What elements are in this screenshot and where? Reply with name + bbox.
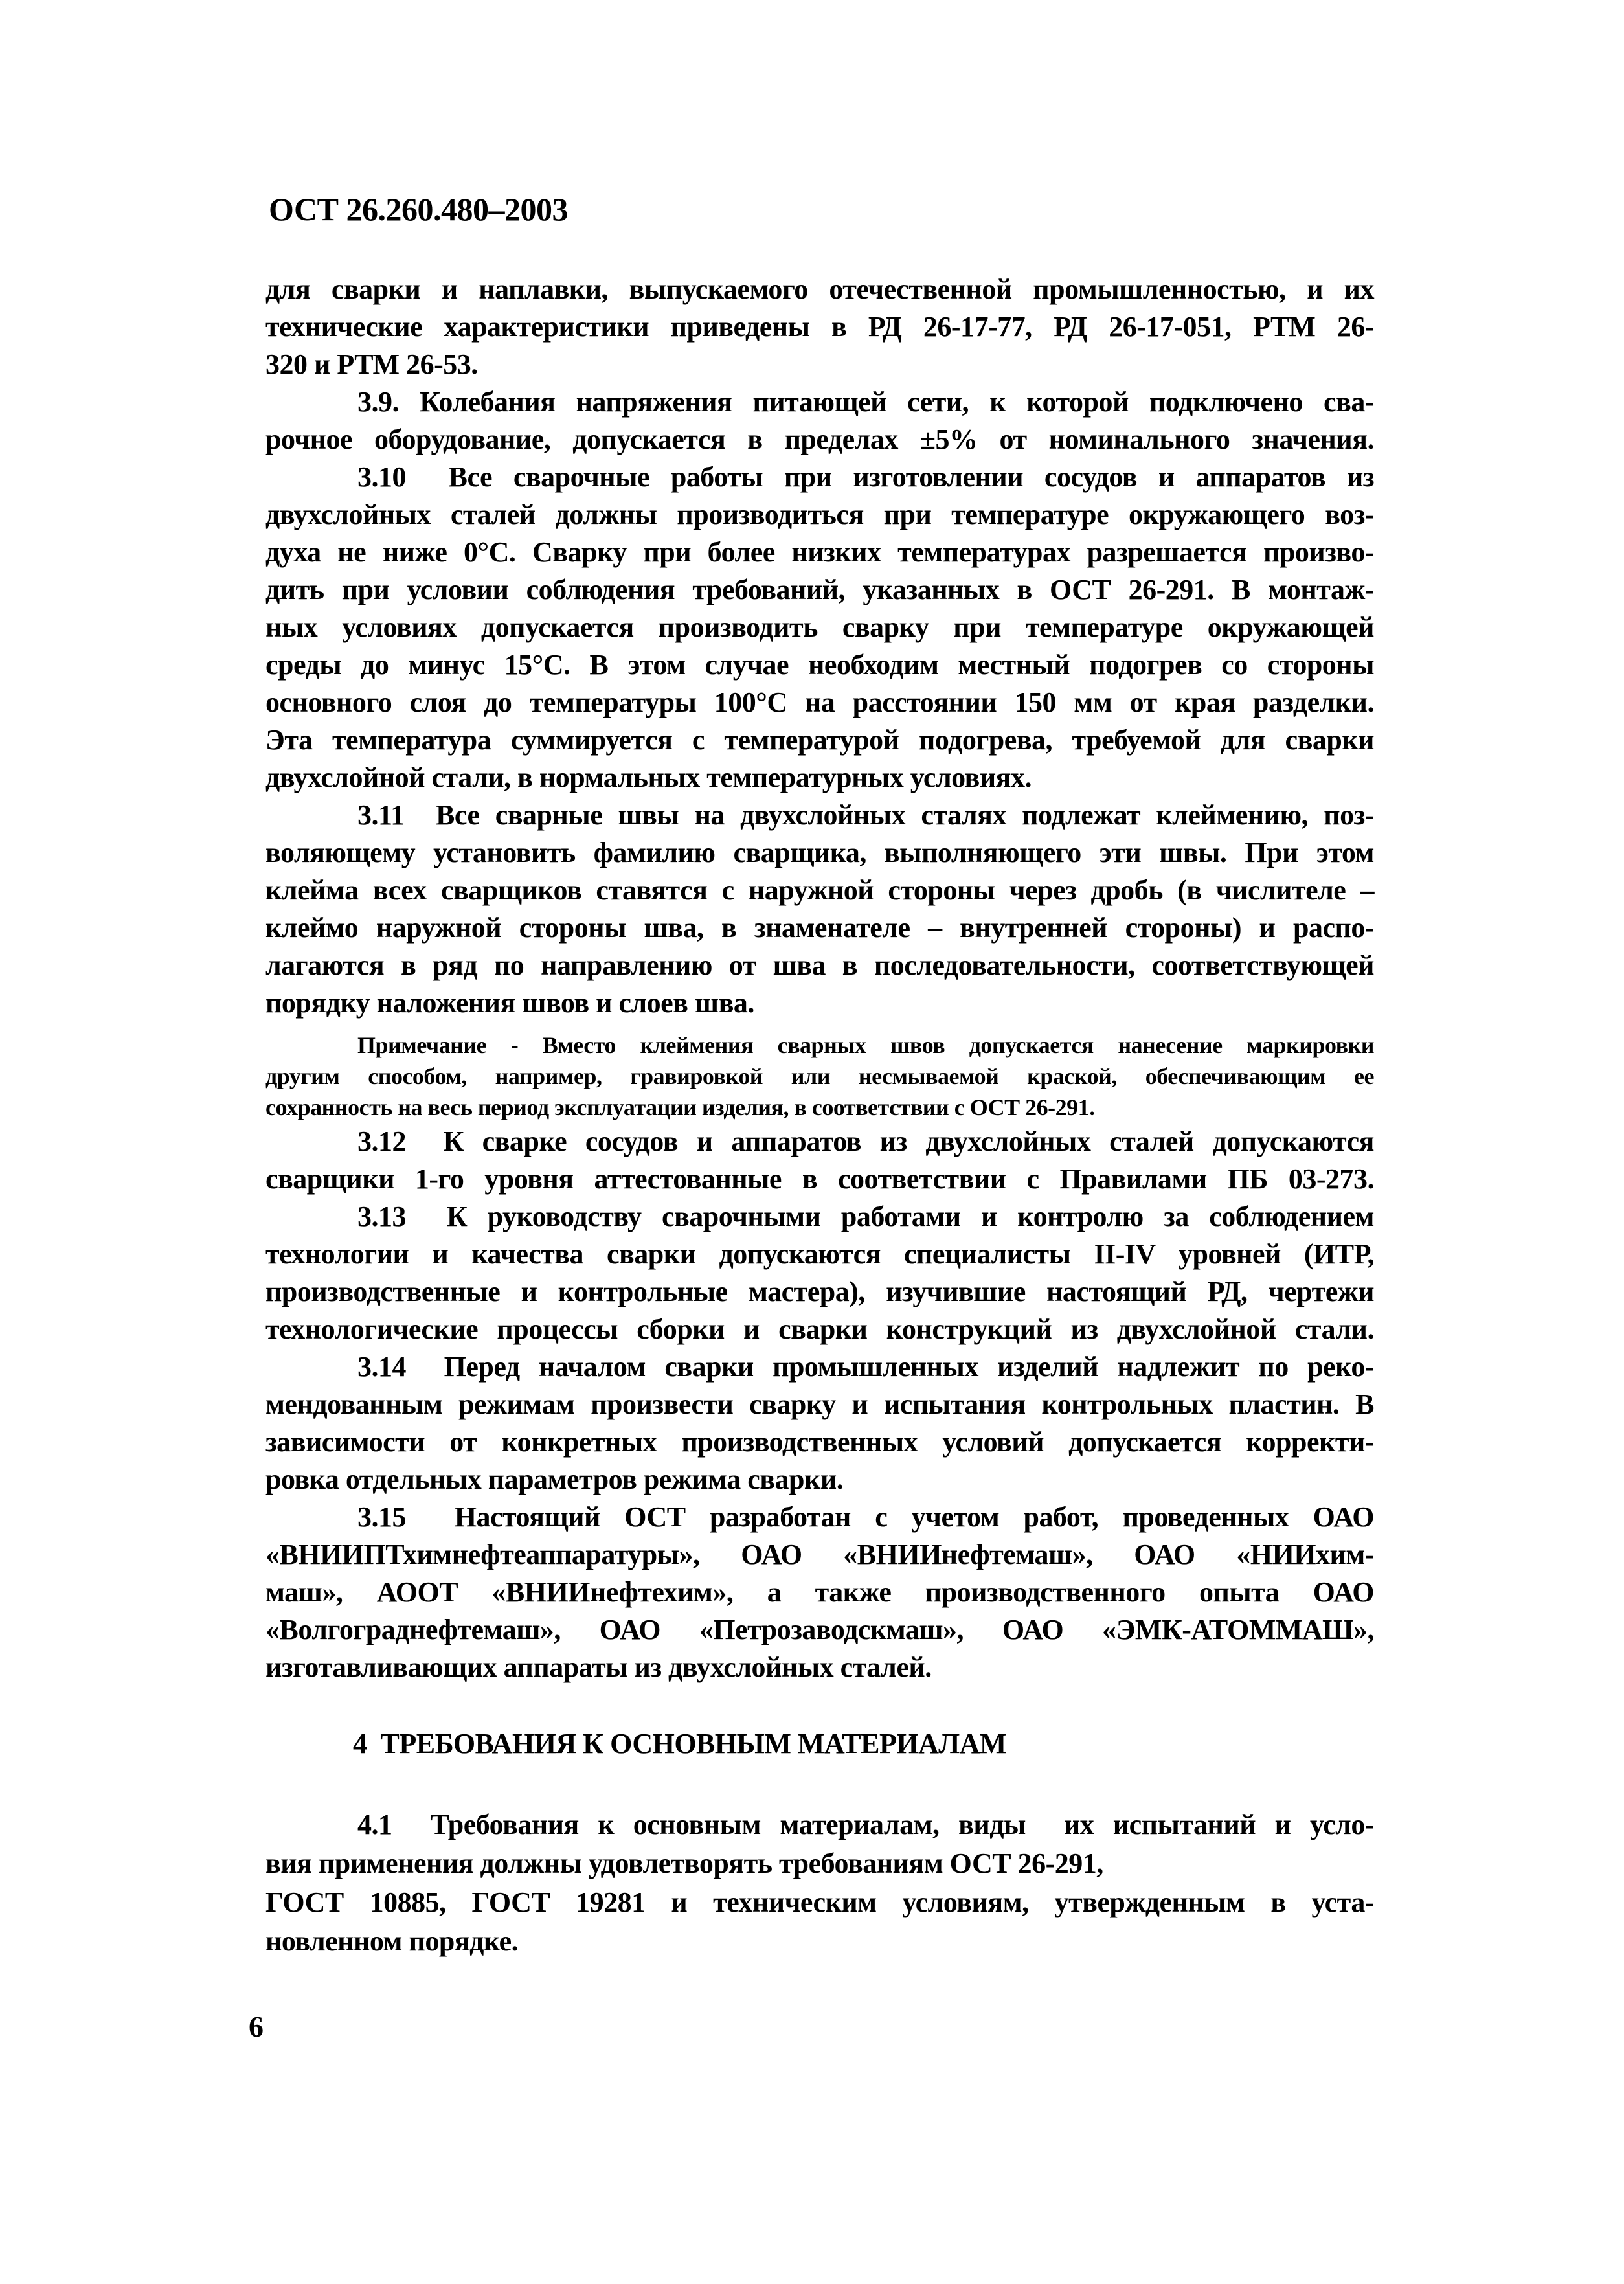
note-block	[265, 1030, 1374, 1123]
text-line: маш», АООТ «ВНИИнефтехим», а также производственного опыта ОАО	[265, 1576, 1374, 1608]
standard-ref-header: ОСТ 26.260.480–2003	[269, 191, 568, 227]
text-line: 3.9. Колебания напряжения питающей сети, к которой подключено сва-	[357, 386, 1374, 418]
text-line: среды до минус 15°С. В этом случае необходим местный подогрев со стороны	[265, 649, 1374, 681]
text-line: ровка отдельных параметров режима сварки.	[265, 1464, 844, 1495]
clause-3-11	[265, 797, 1374, 1022]
text-line: порядку наложения швов и слоев шва.	[265, 987, 754, 1019]
paragraph-intro-continuation	[265, 271, 1374, 383]
text-line: двухслойных сталей должны производиться при температуре окружающего воз-	[265, 499, 1374, 530]
text-line: «ВНИИПТхимнефтеаппаратуры», ОАО «ВНИИнефтемаш», ОАО «НИИхим-	[265, 1539, 1374, 1570]
text-line: воляющему установить фамилию сварщика, выполняющего эти швы. При этом	[265, 837, 1374, 868]
text-line: зависимости от конкретных производственных условий допускается корректи-	[265, 1426, 1374, 1458]
text-line: сварщики 1-го уровня аттестованные в соответствии с Правилами ПБ 03-273.	[265, 1163, 1374, 1195]
text-line: технологии и качества сварки допускаются специалисты II-IV уровней (ИТР,	[265, 1238, 1374, 1270]
text-line: основного слоя до температуры 100°С на расстоянии 150 мм от края разделки.	[265, 686, 1374, 718]
text-line: сохранность на весь период эксплуатации изделия, в соответствии с ОСТ 26-291.	[265, 1094, 1095, 1120]
page-number: 6	[249, 2010, 264, 2043]
text-line: вия применения должны удовлетворять требованиям ОСТ 26-291,	[265, 1848, 1103, 1879]
text-line: технологические процессы сборки и сварки конструкций из двухслойной стали.	[265, 1313, 1374, 1345]
text-line: клеймо наружной стороны шва, в знаменателе – внутренней стороны) и распо-	[265, 912, 1374, 944]
text-line: Примечание - Вместо клеймения сварных швов допускается нанесение маркировки	[357, 1032, 1374, 1058]
clause-3-14	[265, 1348, 1374, 1498]
text-line: изготавливающих аппараты из двухслойных сталей.	[265, 1651, 932, 1683]
text-line: духа не ниже 0°С. Сварку при более низких температурах разрешается произво-	[265, 536, 1374, 568]
text-line: новленном порядке.	[265, 1925, 519, 1957]
section-heading-text: 4 ТРЕБОВАНИЯ К ОСНОВНЫМ МАТЕРИАЛАМ	[353, 1728, 1006, 1759]
clause-4-1	[265, 1805, 1374, 1961]
text-line: 3.15 Настоящий ОСТ разработан с учетом работ, проведенных ОАО	[357, 1501, 1374, 1533]
text-line: технические характеристики приведены в РД 26-17-77, РД 26-17-051, РТМ 26-	[265, 311, 1374, 343]
text-line: 3.14 Перед началом сварки промышленных изделий надлежит по реко-	[357, 1351, 1374, 1383]
text-line: рочное оборудование, допускается в пределах ±5% от номинального значения.	[265, 424, 1374, 455]
clause-3-9	[265, 383, 1374, 458]
text-line: Эта температура суммируется с температурой подогрева, требуемой для сварки	[265, 724, 1374, 756]
section-4-heading	[265, 1725, 1374, 1763]
text-line: производственные и контрольные мастера), изучившие настоящий РД, чертежи	[265, 1276, 1374, 1307]
text-line: 3.13 К руководству сварочными работами и контролю за соблюдением	[357, 1201, 1374, 1232]
text-line: ГОСТ 10885, ГОСТ 19281 и техническим условиям, утвержденным в уста-	[265, 1886, 1374, 1918]
clause-3-13	[265, 1198, 1374, 1348]
text-line: для сварки и наплавки, выпускаемого отечественной промышленностью, и их	[265, 273, 1374, 305]
text-line: другим способом, например, гравировкой или несмываемой краской, обеспечивающим ее	[265, 1063, 1374, 1089]
text-line: мендованным режимам произвести сварку и испытания контрольных пластин. В	[265, 1388, 1374, 1420]
clause-3-10	[265, 458, 1374, 797]
text-line: 4.1 Требования к основным материалам, виды их испытаний и усло-	[357, 1809, 1374, 1840]
text-line: 3.12 К сварке сосудов и аппаратов из двухслойных сталей допускаются	[357, 1125, 1374, 1157]
clause-3-12	[265, 1123, 1374, 1198]
text-line: двухслойной стали, в нормальных температурных условиях.	[265, 762, 1032, 793]
clause-3-15	[265, 1498, 1374, 1686]
text-line: «Волгограднефтемаш», ОАО «Петрозаводскмаш», ОАО «ЭМК-АТОММАШ»,	[265, 1614, 1374, 1645]
text-line: дить при условии соблюдения требований, указанных в ОСТ 26-291. В монтаж-	[265, 574, 1374, 605]
text-line: 3.11 Все сварные швы на двухслойных сталях подлежат клеймению, поз-	[357, 799, 1374, 831]
text-line: 320 и РТМ 26-53.	[265, 348, 478, 380]
text-line: 3.10 Все сварочные работы при изготовлении сосудов и аппаратов из	[357, 461, 1374, 493]
text-line: ных условиях допускается производить сварку при температуре окружающей	[265, 611, 1374, 643]
text-line: лагаются в ряд по направлению от шва в последовательности, соответствующей	[265, 949, 1374, 981]
text-line: клейма всех сварщиков ставятся с наружной стороны через дробь (в числителе –	[265, 874, 1374, 906]
